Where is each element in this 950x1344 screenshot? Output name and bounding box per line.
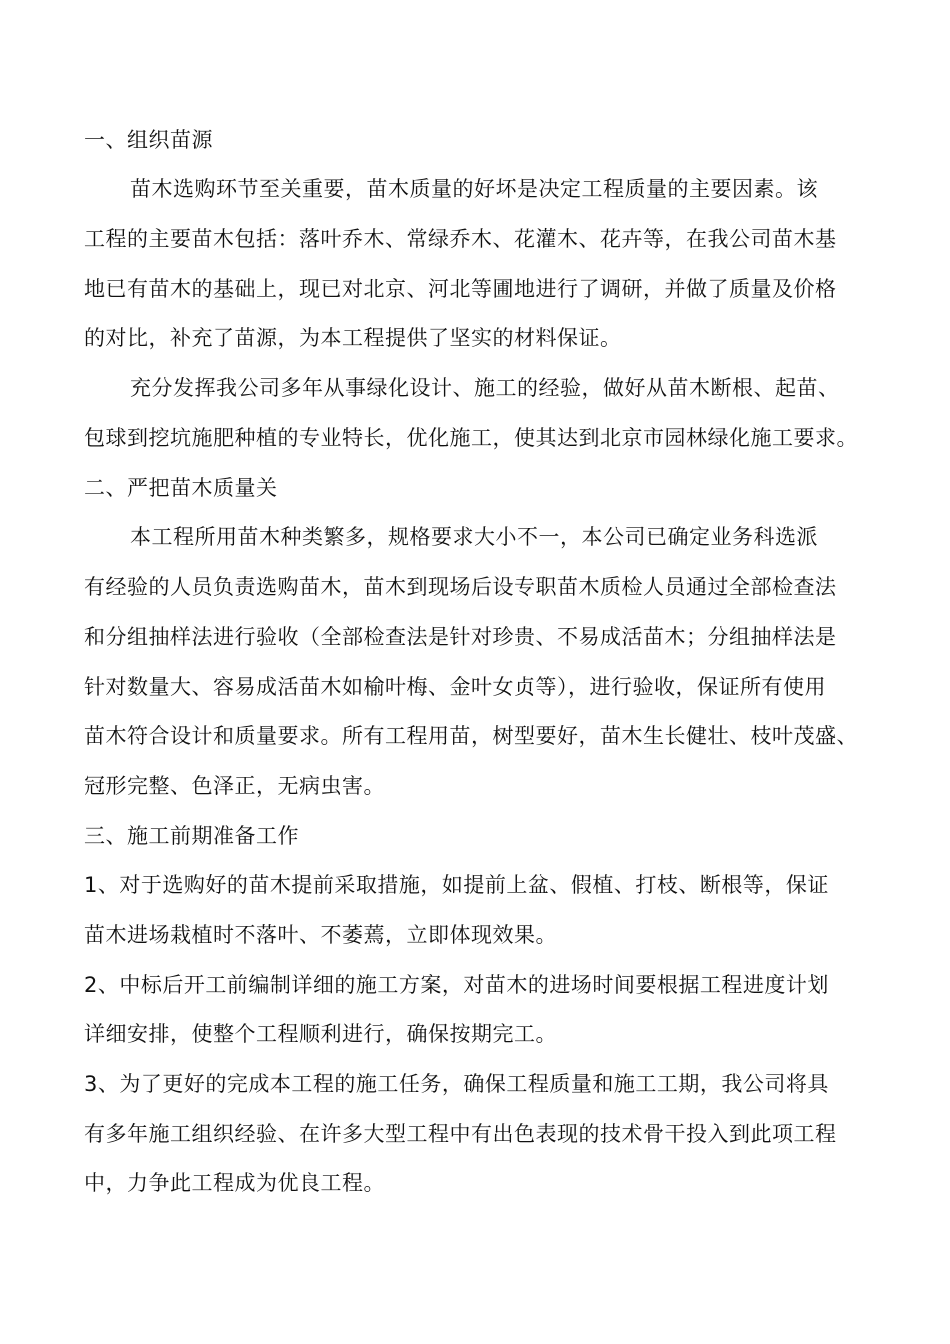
paragraph-line: 本工程所用苗木种类繁多，规格要求大小不一，本公司已确定业务科选派 <box>130 525 818 549</box>
list-item-line: 1、对于选购好的苗木提前采取措施，如提前上盆、假植、打枝、断根等，保证 <box>84 873 829 897</box>
list-item-line: 有多年施工组织经验、在许多大型工程中有出色表现的技术骨干投入到此项工程 <box>84 1122 837 1146</box>
paragraph-line: 苗木符合设计和质量要求。所有工程用苗，树型要好，苗木生长健壮、枝叶茂盛、 <box>84 724 858 748</box>
paragraph-line: 包球到挖坑施肥种植的专业特长，优化施工，使其达到北京市园林绿化施工要求。 <box>84 426 858 450</box>
paragraph-line: 充分发挥我公司多年从事绿化设计、施工的经验，做好从苗木断根、起苗、 <box>130 376 840 400</box>
list-item-line: 苗木进场栽植时不落叶、不萎蔫，立即体现效果。 <box>84 923 557 947</box>
list-item-line: 2、中标后开工前编制详细的施工方案，对苗木的进场时间要根据工程进度计划 <box>84 973 829 997</box>
paragraph-line: 苗木选购环节至关重要，苗木质量的好坏是决定工程质量的主要因素。该 <box>130 177 818 201</box>
paragraph-line: 和分组抽样法进行验收（全部检查法是针对珍贵、不易成活苗木；分组抽样法是 <box>84 625 837 649</box>
paragraph-line: 冠形完整、色泽正，无病虫害。 <box>84 774 385 798</box>
paragraph-line: 的对比，补充了苗源，为本工程提供了坚实的材料保证。 <box>84 326 622 350</box>
list-item-line: 中，力争此工程成为优良工程。 <box>84 1171 385 1195</box>
paragraph-line: 有经验的人员负责选购苗木，苗木到现场后设专职苗木质检人员通过全部检查法 <box>84 575 837 599</box>
paragraph-line: 地已有苗木的基础上，现已对北京、河北等圃地进行了调研，并做了质量及价格 <box>84 277 837 301</box>
paragraph-line: 工程的主要苗木包括：落叶乔木、常绿乔木、花灌木、花卉等，在我公司苗木基 <box>84 227 837 251</box>
list-item-line: 3、为了更好的完成本工程的施工任务，确保工程质量和施工工期，我公司将具 <box>84 1072 829 1096</box>
paragraph-line: 针对数量大、容易成活苗木如榆叶梅、金叶女贞等），进行验收，保证所有使用 <box>84 675 826 699</box>
section-heading-1: 一、组织苗源 <box>84 128 213 152</box>
section-heading-2: 二、严把苗木质量关 <box>84 476 278 500</box>
section-heading-3: 三、施工前期准备工作 <box>84 824 299 848</box>
list-item-line: 详细安排，使整个工程顺利进行，确保按期完工。 <box>84 1022 557 1046</box>
